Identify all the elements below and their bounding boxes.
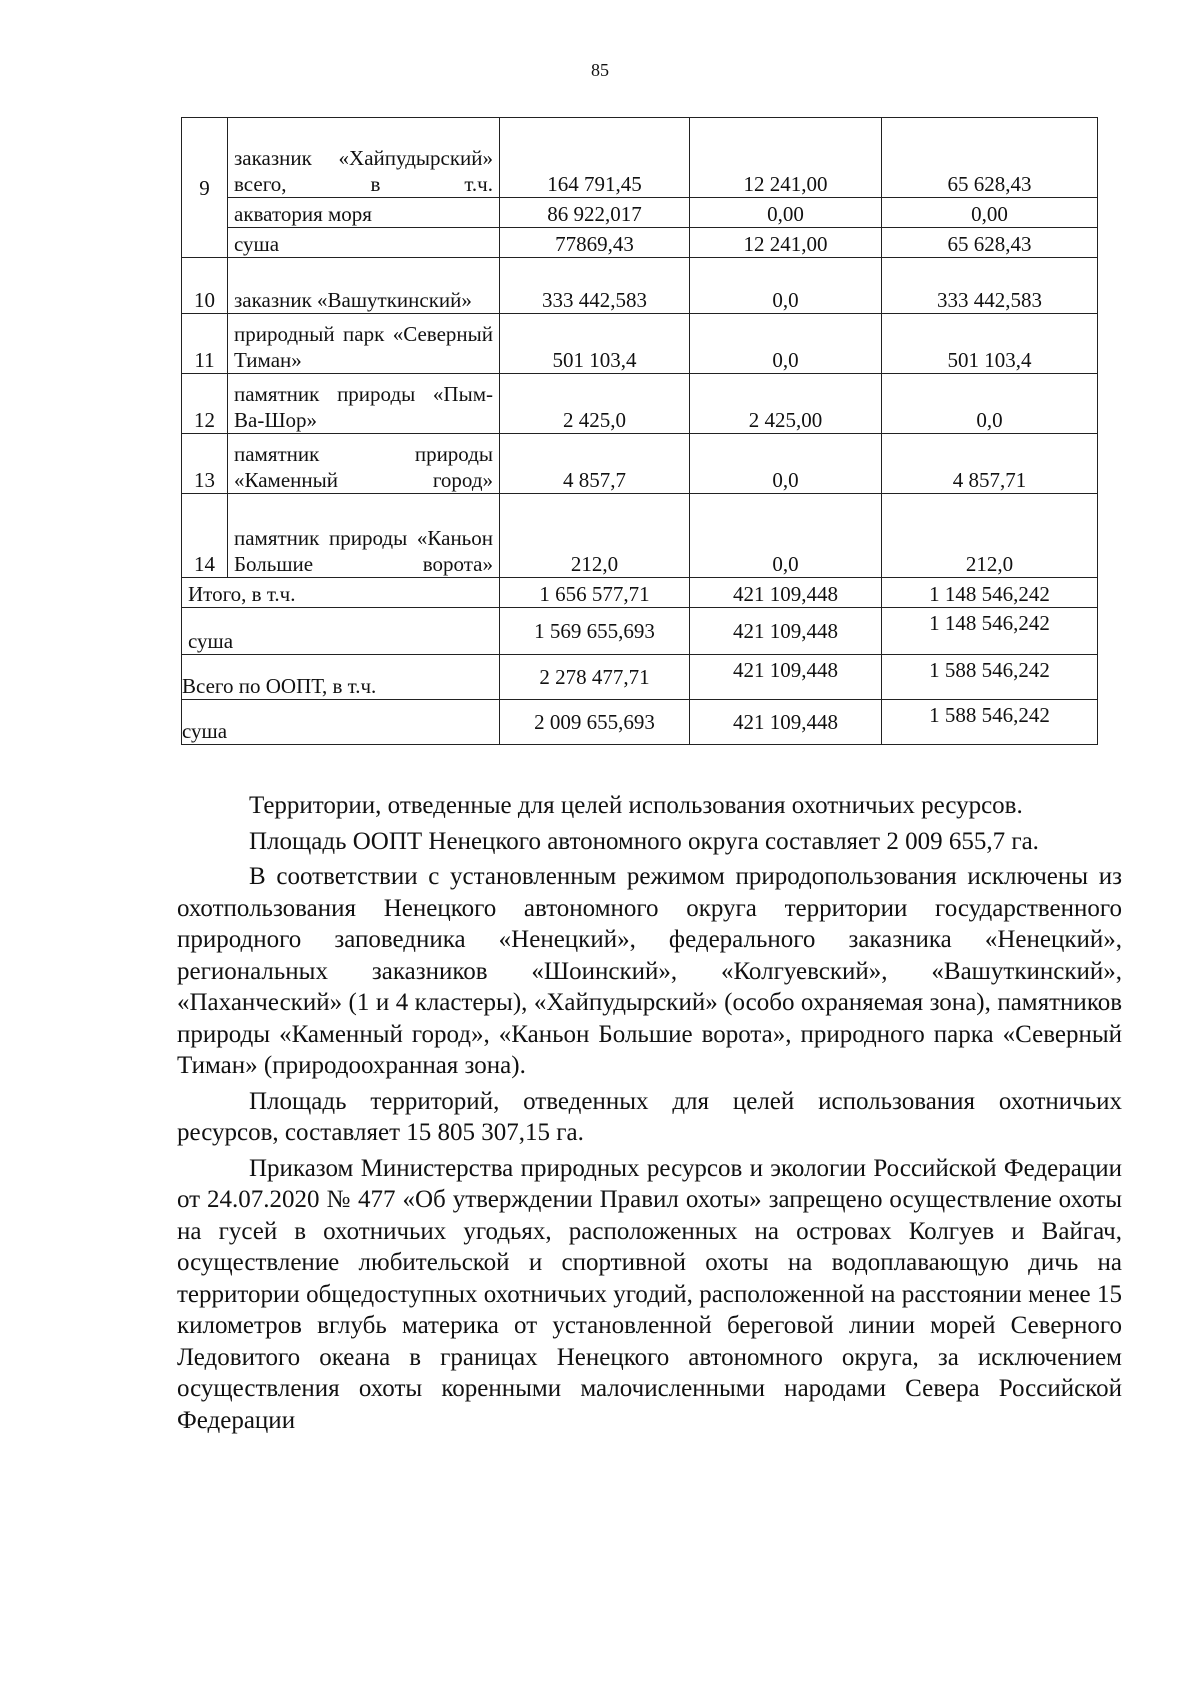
table-row: [182, 258, 1098, 314]
row-name: акватория моря: [228, 198, 500, 228]
cell-value-3: 0,00: [882, 198, 1098, 228]
row-number: 12: [182, 374, 228, 434]
row-number: 14: [182, 494, 228, 578]
cell-value-2: 0,00: [690, 198, 882, 228]
cell-value-2: 421 109,448: [690, 655, 882, 700]
cell-value-3: 65 628,43: [882, 228, 1098, 258]
row-name: природный парк «Северный Тиман»: [228, 314, 500, 374]
table-row: [182, 374, 1098, 434]
paragraph: Площадь ООПТ Ненецкого автономного округа составляет 2 009 655,7 га.: [249, 827, 1039, 855]
row-number: 9: [182, 118, 228, 258]
table-total-row: [182, 608, 1098, 655]
cell-value-3: 4 857,71: [882, 434, 1098, 494]
cell-value-1: 2 009 655,693: [500, 700, 690, 745]
table-row: [182, 434, 1098, 494]
cell-value-3: 212,0: [882, 494, 1098, 578]
paragraph: Приказом Министерства природных ресурсов и экологии Российской Федерации от 24.07.2020 № 477 «Об утверждении Правил охоты» запрещено осуществление охоты на гусей в охотничьих угодьях, расположенных на островах Колгуев и Вайгач, осуществление любительской и спортивной охоты на водоплавающую дичь на территории общедоступных охотничьих угодий, расположенной на расстоянии менее 15 километров вглубь материка от установленной береговой линии морей Северного Ледовитого океана в границах Ненецкого автономного округа, за исключением осуществления охоты коренными малочисленными народами Севера Российской Федерации: [177, 1154, 1122, 1434]
total-label: Итого, в т.ч.: [182, 578, 500, 608]
row-name: памятник природы «Каменный город»: [228, 434, 500, 494]
cell-value-2: 2 425,00: [690, 374, 882, 434]
table-total-row: [182, 578, 1098, 608]
table-row: [182, 198, 1098, 228]
row-number: 11: [182, 314, 228, 374]
table-row: [182, 118, 1098, 198]
cell-value-2: 421 109,448: [690, 608, 882, 655]
cell-value-1: 77869,43: [500, 228, 690, 258]
cell-value-1: 501 103,4: [500, 314, 690, 374]
cell-value-2: 421 109,448: [690, 578, 882, 608]
cell-value-2: 0,0: [690, 434, 882, 494]
cell-value-2: 12 241,00: [690, 118, 882, 198]
table-row: [182, 314, 1098, 374]
cell-value-3: 65 628,43: [882, 118, 1098, 198]
cell-value-1: 1 656 577,71: [500, 578, 690, 608]
cell-value-2: 421 109,448: [690, 700, 882, 745]
cell-value-3: 1 148 546,242: [882, 608, 1098, 655]
table-row: [182, 494, 1098, 578]
cell-value-3: 333 442,583: [882, 258, 1098, 314]
page-number: 85: [591, 60, 609, 80]
body-text: [177, 790, 1122, 1436]
cell-value-2: 0,0: [690, 258, 882, 314]
row-name-text: заказник «Хайпудырский» всего, в т.ч.: [234, 146, 493, 196]
cell-value-3: 1 588 546,242: [882, 655, 1098, 700]
cell-value-1: 164 791,45: [500, 118, 690, 198]
cell-value-1: 86 922,017: [500, 198, 690, 228]
cell-value-2: 0,0: [690, 494, 882, 578]
cell-value-2: 0,0: [690, 314, 882, 374]
row-name: [228, 118, 500, 198]
paragraph: В соответствии с установленным режимом природопользования исключены из охотпользования Ненецкого автономного округа территории государственного природного заповедника «Ненецкий», федерального заказника «Ненецкий», региональных заказников «Шоинский», «Колгуевский», «Вашуткинский», «Паханческий» (1 и 4 кластеры), «Хайпудырский» (особо охраняемая зона), памятников природы «Каменный город», «Каньон Большие ворота», природного парка «Северный Тиман» (природоохранная зона).: [177, 863, 1122, 1079]
cell-value-3: 1 148 546,242: [882, 578, 1098, 608]
cell-value-1: 4 857,7: [500, 434, 690, 494]
cell-value-3: 1 588 546,242: [882, 700, 1098, 745]
cell-value-1: 2 425,0: [500, 374, 690, 434]
paragraph: Площадь территорий, отведенных для целей использования охотничьих ресурсов, составляет 15 805 307,15 га.: [177, 1087, 1122, 1146]
table-total-row: [182, 655, 1098, 700]
row-name: памятник природы «Каньон Большие ворота»: [228, 494, 500, 578]
row-name: суша: [228, 228, 500, 258]
cell-value-1: 212,0: [500, 494, 690, 578]
table-row: [182, 228, 1098, 258]
cell-value-1: 1 569 655,693: [500, 608, 690, 655]
cell-value-3: 0,0: [882, 374, 1098, 434]
row-number: 10: [182, 258, 228, 314]
cell-value-2: 12 241,00: [690, 228, 882, 258]
cell-value-1: 333 442,583: [500, 258, 690, 314]
cell-value-1: 2 278 477,71: [500, 655, 690, 700]
row-name: заказник «Вашуткинский»: [228, 258, 500, 314]
table-total-row: [182, 700, 1098, 745]
oopt-area-table: [181, 117, 1098, 745]
row-name: памятник природы «Пым-Ва-Шор»: [228, 374, 500, 434]
total-label: Всего по ООПТ, в т.ч.: [182, 655, 500, 700]
cell-value-3: 501 103,4: [882, 314, 1098, 374]
total-label: суша: [182, 700, 500, 745]
total-label: суша: [182, 608, 500, 655]
row-number: 13: [182, 434, 228, 494]
paragraph: Территории, отведенные для целей использования охотничьих ресурсов.: [249, 792, 1023, 819]
